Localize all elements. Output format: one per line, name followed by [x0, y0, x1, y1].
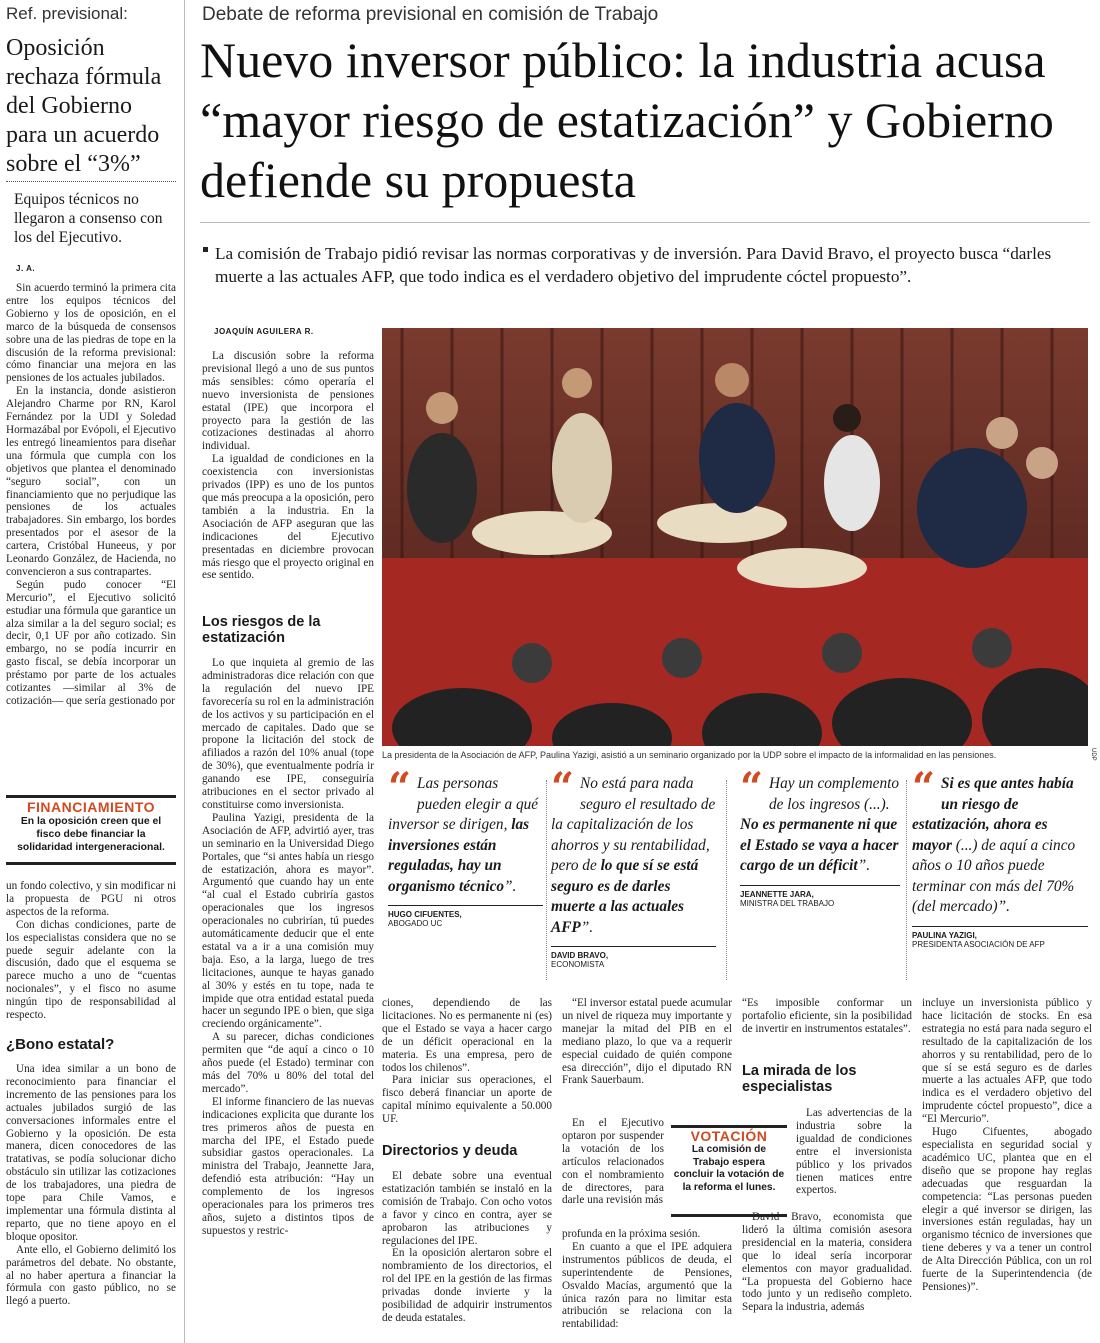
sidebar-article [0, 0, 185, 1343]
paragraph: Hugo Cifuentes, abogado especialista en seguridad social y académico UC, plantea que en el diseño que se propone hay reglas adecuadas que resguardan la competencia: “Las personas pueden elegir a qué inversor se dirigen, las inversiones están reguladas, hay un organismo técnico de inversiones que tiene deberes y va a tener un control de Alta Dirección Pública, con un rol fuerte de la Superintendencia (de Pensiones)”. [922, 1126, 1092, 1293]
sidebar-body-2 [6, 880, 176, 1030]
main-kicker: Debate de reforma previsional en comisión de Trabajo [202, 4, 659, 25]
main-headline: Nuevo inversor público: la industria acusa “mayor riesgo de estatización” y Gobierno defiende su propuesta [200, 32, 1054, 208]
paragraph: Ante ello, el Gobierno delimitó los parámetros del debate. No obstante, al no haber apertura a financiar la fórmula con gasto público, no se llegó a puerto. [6, 1243, 176, 1308]
quote-mark-icon: “ [388, 764, 412, 811]
paragraph: Lo que inquieta al gremio de las administradoras dice relación con que la regulación del nuevo IPE favorecería su rol en la administración de los activos y su participación en el mercado de capitales. Dado que se propone la licitación del stock de afiliados a razón del 10% anual (tope de 30%), que eventualmente podría ir ganando ese IPE, conseguiría atribuciones en el sector privado al constituirse como inversionista. [202, 657, 374, 811]
box-text: En la oposición creen que el fisco debe financiar la solidaridad intergeneracional. [17, 816, 165, 853]
body-column-c [382, 997, 552, 1137]
paragraph: Sin acuerdo terminó la primera cita entre los equipos técnicos del Gobierno y los de oposición, en el marco de la búsqueda de consensos sobre una de las piedras de tope en la discusión de la reforma previsional: cómo financiar una mejora en las pensiones de los actuales jubilados. [6, 282, 176, 385]
quote-mark-icon: “ [740, 764, 764, 811]
body-column-c2 [382, 1170, 552, 1338]
subhead-directorios: Directorios y deuda [382, 1143, 518, 1159]
quote-attribution: PAULINA YAZIGI, PRESIDENTA ASOCIACIÓN DE AFP [912, 926, 1088, 949]
photo-credit: UDP [1090, 748, 1096, 761]
paragraph: En el Ejecutivo optaron por suspender la votación de los artículos relacionados con el nombramiento de directores, para darle una revisión más [562, 1117, 664, 1207]
subhead-riesgos: Los riesgos de la estatización [202, 614, 321, 646]
paragraph: Las advertencias de la industria sobre la igualdad de condiciones entre el inversionista público y los privados tienen matices entre expertos. [796, 1107, 912, 1197]
main-lead: La comisión de Trabajo pidió revisar las normas corporativas y de inversión. Para David Bravo, el proyecto busca “darles muerte a las actuales AFP, que todo indica es el verdadero objetivo del imprudente cóctel propuesto”. [215, 244, 1052, 286]
paragraph: En la instancia, donde asistieron Alejandro Charme por RN, Karol Fernández por la UDI y Soledad Hormazábal por Evópoli, el Ejecutivo les entregó lineamientos para diseñar una fórmula que cumpla con los objetivos que plantea el denominado “seguro social”, con un financiamiento que no perjudique las pensiones de los actuales trabajadores. Sin embargo, los bordes presentados por el asesor de la cartera, Cristóbal Huneeus, y por Leonardo González, de Hacienda, no convencieron a sus contrapartes. [6, 385, 176, 578]
paragraph: Paulina Yazigi, presidenta de la Asociación de AFP, advirtió ayer, tras un seminario en la Universidad Diego Portales, que “si antes había un riesgo de estatización, ahora es mayor”. Argumentó que cuando hay un ente “al cual el Estado cubriría gastos operacionales que los ingresos operacionales no cubrirían, tú puedes automáticamente deducir que el ente estatal va a ir a una comisión muy baja. Eso, a la larga, luego de tres licitaciones, aunque te hayas ganado al 30% y estés en tu tope, nada te impide que otra entidad estatal pueda hacer un segundo IPE o bien, que siga creciendo orgánicamente”. [202, 811, 374, 1031]
paragraph: A su parecer, dichas condiciones permiten que “de aquí a cinco o 10 años puede (el Estado) terminar con más del 70% u 80% del total del mercado”. [202, 1031, 374, 1095]
quote-yazigi [912, 764, 1088, 949]
quote-text: No está para nada seguro el resultado de la capitalización de los ahorros y su rentabilidad, pero de lo que sí se está seguro es de darles muerte a las actuales AFP”. [551, 775, 716, 936]
body-column-a [202, 350, 374, 608]
quote-jara [740, 764, 900, 908]
paragraph: En la oposición alertaron sobre el nombramiento de los directorios, el rol del IPE en la gestión de las firmas privadas donde invierte y la posibilidad de adquirir instrumentos de deuda estatales. [382, 1247, 552, 1324]
paragraph: Según pudo conocer “El Mercurio”, el Ejecutivo solicitó estudiar una fórmula que garantice un alza similar a la del seguro social; es decir, 0,1 UF por año cotizado. Sin embargo, no se podía incurrir en gasto fiscal, se debía incorporar un préstamo por parte de los actuales cotizantes —similar al 3% de cotización— que sería gestionado por [6, 578, 176, 707]
main-byline: JOAQUÍN AGUILERA R. [214, 327, 314, 336]
votacion-box [671, 1125, 787, 1217]
paragraph: La igualdad de condiciones en la coexistencia con inversionistas privados (IPP) es uno de los puntos que más preocupa a la oposición, pero también a la industria. En la Asociación de AFP aseguran que las indicaciones del Ejecutivo presentadas en diciembre provocan más riesgo que el proyecto original en ese sentido. [202, 453, 374, 582]
paragraph: un fondo colectivo, y sin modificar ni la propuesta de PGU ni otros aspectos de la reforma. [6, 880, 176, 918]
paragraph: El informe financiero de las nuevas indicaciones explicita que durante los tres primeros años de puesta en marcha del IPE, el Estado puede subsidiar gastos operacionales. La ministra del Trabajo, Jeannette Jara, defendió esta atribución: “Hay un complemento de los ingresos operacionales para los primeros tres años, sujeto a distintos tipos de supuestos y restric- [202, 1095, 374, 1237]
quote-mark-icon: “ [912, 764, 936, 811]
body-column-d2 [562, 1117, 664, 1229]
box-title: VOTACIÓN [690, 1128, 768, 1144]
body-column-e3 [742, 1211, 912, 1338]
paragraph: incluye un inversionista público y hace licitación de stocks. En esa estrategia no está para nada seguro el resultado de la capitalización de los ahorros y su rentabilidad, pero de lo que sí se está seguro es de darles muerte a las actuales AFP, que todo indica es el verdadero objetivo del imprudente cóctel propuesto”, dice a “El Mercurio”. [922, 997, 1092, 1126]
photo-caption: La presidenta de la Asociación de AFP, Paulina Yazigi, asistió a un seminario organizado por la UDP sobre el impacto de la informalidad en las pensiones. [382, 750, 997, 760]
sidebar-headline: Oposición rechaza fórmula del Gobierno para un acuerdo sobre el “3%” [6, 35, 162, 177]
quote-text: Si es que antes había un riesgo de estatización, ahora es mayor (...) de aquí a cinco años o 10 años puede terminar con más del 70% (del mercado)”. [912, 775, 1076, 915]
divider [6, 181, 176, 182]
body-column-f [922, 997, 1092, 1338]
sidebar-body-3 [6, 1063, 176, 1338]
seminar-photo [382, 328, 1088, 746]
quote-attribution: JEANNETTE JARA, MINISTRA DEL TRABAJO [740, 885, 900, 908]
financiamiento-box [6, 795, 176, 865]
quote-bravo [551, 764, 716, 969]
quote-text: Hay un complemento de los ingresos (...). No es permanente ni que el Estado se vaya a hacer cargo de un déficit”. [740, 775, 900, 874]
sidebar-subhead: Equipos técnicos no llegaron a consenso con los del Ejecutivo. [14, 191, 163, 246]
paragraph: En cuanto a que el IPE adquiera instrumentos públicos de deuda, el superintendente de Pensiones, Osvaldo Macías, argumentó que la única razón para no limitar esta atribución se relaciona con la rentabilidad: [562, 1240, 732, 1331]
body-column-d3 [562, 1228, 732, 1338]
paragraph: Con dichas condiciones, parte de los especialistas considera que no se puede seguir adelante con la discusión, dado que el esquema se parece mucho a uno de “cuentas nocionales”, y el fisco no asume ningún tipo de responsabilidad al respecto. [6, 918, 176, 1022]
quote-attribution: HUGO CIFUENTES, ABOGADO UC [388, 905, 543, 928]
paragraph: La discusión sobre la reforma previsional llegó a uno de sus puntos más sensibles: cómo operaría el nuevo inversionista de pensiones estatal (IPE) que incorpora el proyecto para la gestión de las cotizaciones destinadas al ahorro individual. [202, 350, 374, 453]
paragraph: Una idea similar a un bono de reconocimiento para financiar el incremento de las pensiones para los actuales jubilados surgió de las conversaciones informales entre el Gobierno y la oposición. De esta manera, dicen conocedores de las tratativas, se podía solucionar dicho obstáculo sin utilizar las cotizaciones de los trabajadores, una piedra de tope para Chile Vamos, e implementar una fórmula distinta al reparto, que no tiene apoyo en el bloque opositor. [6, 1063, 176, 1243]
bullet-square-icon [203, 247, 208, 252]
divider [726, 780, 727, 980]
divider [546, 780, 547, 980]
body-column-e2 [796, 1107, 912, 1211]
sidebar-byline: J. A. [16, 264, 36, 273]
body-column-b [202, 657, 374, 1339]
paragraph: ciones, dependiendo de las licitaciones. No es permanente ni (es) que el Estado se vaya a hacer cargo de un déficit operacional en la materia. Es una empresa, pero de todos los chilenos”. [382, 997, 552, 1074]
sidebar-subhead-bono: ¿Bono estatal? [6, 1036, 115, 1053]
box-title: FINANCIAMIENTO [26, 799, 156, 815]
divider [200, 222, 1090, 223]
quote-cifuentes [388, 764, 543, 928]
sidebar-body-1 [6, 282, 176, 792]
divider [906, 780, 907, 980]
body-column-e [742, 997, 912, 1055]
seminar-photo-illustration [382, 328, 1088, 746]
quote-mark-icon: “ [551, 764, 575, 811]
paragraph: David Bravo, economista que lideró la última comisión asesora presidencial en la materia, considera que lo ideal sería incorporar elementos con mayor gradualidad. “La propuesta del Gobierno hace todo junto y un rediseño completo. Separa la industria, además [742, 1211, 912, 1314]
quote-attribution: DAVID BRAVO, ECONOMISTA [551, 946, 716, 969]
body-column-d [562, 997, 732, 1117]
paragraph: “Es imposible conformar un portafolio eficiente, sin la posibilidad de invertir en instrumentos estatales”. [742, 997, 912, 1035]
paragraph: profunda en la próxima sesión. [562, 1228, 701, 1240]
paragraph: El debate sobre una eventual estatización también se instaló en la comisión de Trabajo. Con ocho votos a favor y cinco en contra, ayer se aprobaron las atribuciones y regulaciones del IPE. [382, 1170, 552, 1247]
paragraph: “El inversor estatal puede acumular un nivel de riqueza muy importante y manejar la mitad del PIB en el mediano plazo, lo que va a requerir especial cuidado de quién compone esa dirección”, dijo el diputado RN Frank Sauerbaum. [562, 997, 732, 1087]
box-text: La comisión de Trabajo espera concluir la votación de la reforma el lunes. [673, 1144, 785, 1193]
paragraph: Para iniciar sus operaciones, el fisco deberá financiar un aporte de capital mínimo equivalente a 50.000 UF. [382, 1074, 552, 1126]
sidebar-kicker: Ref. previsional: [6, 4, 128, 23]
quote-text: Las personas pueden elegir a qué inversor se dirigen, las inversiones están reguladas, hay un organismo técnico”. [388, 775, 539, 895]
subhead-especialistas: La mirada de los especialistas [742, 1063, 857, 1095]
